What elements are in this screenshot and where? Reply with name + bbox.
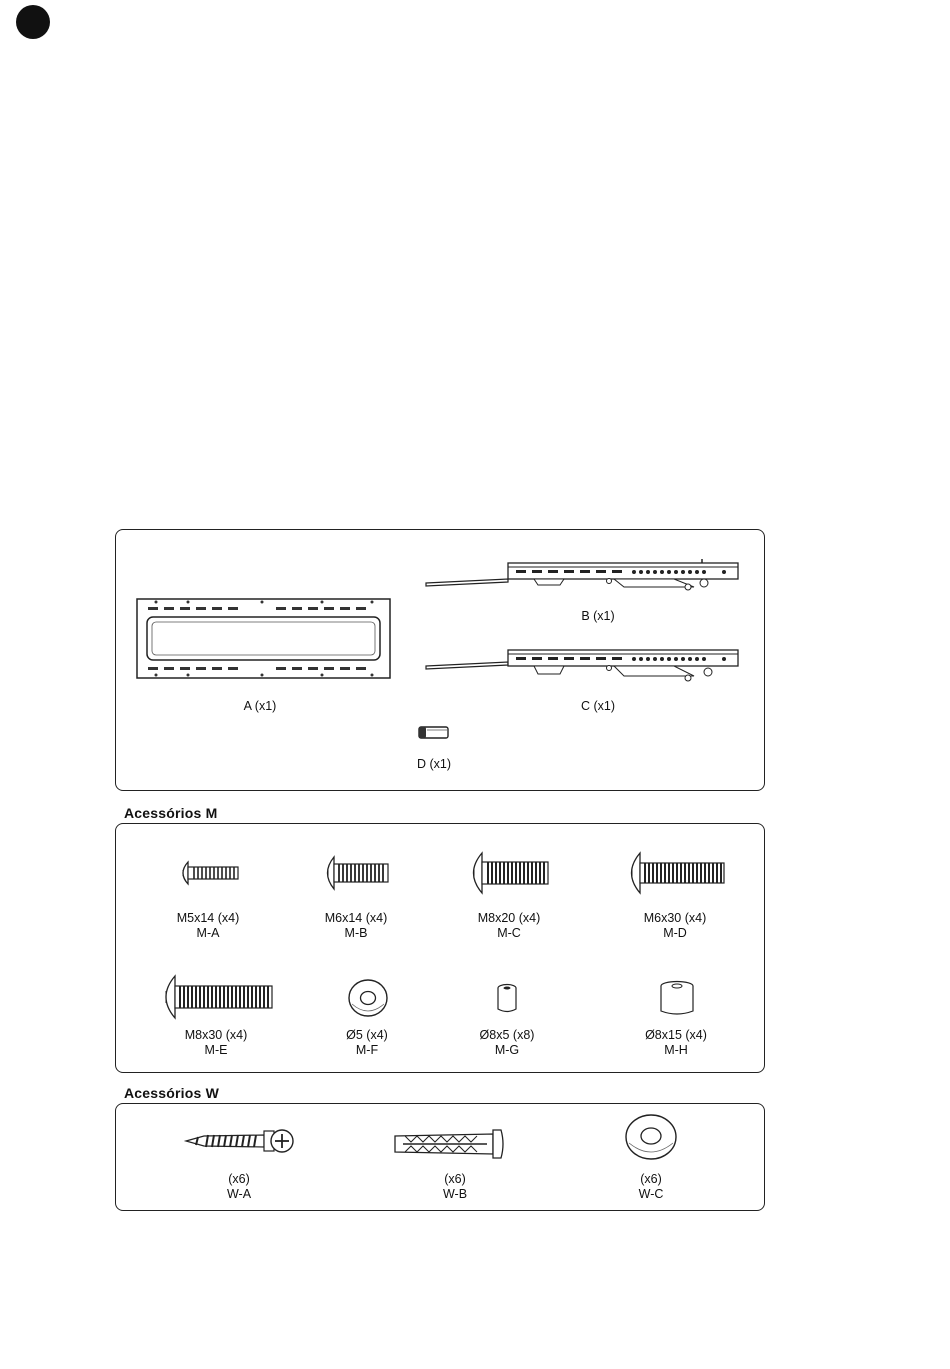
part-b-label: B (x1): [581, 609, 615, 623]
m-a-caption: [177, 911, 240, 941]
spacer-m-h-icon: [658, 980, 696, 1018]
washer-w-c-icon: [624, 1113, 678, 1161]
m-d-caption: [644, 911, 707, 941]
spacer-m-g-icon: [496, 983, 518, 1015]
part-d-label: D (x1): [416, 757, 452, 771]
part-a-label: A (x1): [243, 699, 277, 713]
w-c-code: W-C: [638, 1187, 664, 1201]
m-f-caption: [346, 1028, 388, 1058]
m-g-code: M-G: [494, 1043, 520, 1057]
m-h-caption: [645, 1028, 707, 1058]
w-a-caption: [227, 1172, 251, 1202]
bolt-m-a-icon: [176, 858, 240, 888]
w-b-size: (x6): [444, 1172, 466, 1186]
part-c-label: C (x1): [580, 699, 616, 713]
arm-bracket-c-illustration: [424, 648, 742, 684]
m-d-code: M-D: [663, 926, 687, 940]
m-d-size: M6x30 (x4): [643, 911, 707, 925]
bolt-m-d-icon: [622, 851, 726, 895]
washer-m-f-icon: [347, 978, 389, 1018]
m-h-size: Ø8x15 (x4): [645, 1028, 707, 1042]
m-e-code: M-E: [204, 1043, 228, 1057]
m-c-size: M8x20 (x4): [477, 911, 541, 925]
m-g-caption: [480, 1028, 535, 1058]
m-b-code: M-B: [344, 926, 368, 940]
wall-plate-a-illustration: [136, 598, 392, 680]
arm-bracket-b-illustration: [424, 557, 742, 593]
w-c-caption: [639, 1172, 664, 1202]
accessories-m-heading: Acessórios M: [124, 805, 218, 821]
w-c-size: (x6): [640, 1172, 662, 1186]
m-e-size: M8x30 (x4): [184, 1028, 248, 1042]
bolt-m-b-icon: [320, 854, 390, 892]
m-f-code: M-F: [355, 1043, 379, 1057]
m-c-code: M-C: [497, 926, 521, 940]
m-c-caption: [478, 911, 541, 941]
m-a-size: M5x14 (x4): [176, 911, 240, 925]
step-marker-dot: [16, 5, 50, 39]
m-a-code: M-A: [196, 926, 220, 940]
m-b-caption: [325, 911, 388, 941]
wall-anchor-w-b-icon: [393, 1126, 509, 1162]
m-e-caption: [185, 1028, 248, 1058]
spacer-d-illustration: [417, 725, 451, 741]
bolt-m-e-icon: [156, 974, 274, 1020]
m-h-code: M-H: [664, 1043, 688, 1057]
m-f-size: Ø5 (x4): [346, 1028, 388, 1042]
m-b-size: M6x14 (x4): [324, 911, 388, 925]
w-a-size: (x6): [228, 1172, 250, 1186]
w-b-caption: [443, 1172, 467, 1202]
bolt-m-c-icon: [464, 851, 550, 895]
accessories-w-heading: Acessórios W: [124, 1085, 219, 1101]
m-g-size: Ø8x5 (x8): [479, 1028, 535, 1042]
w-b-code: W-B: [442, 1187, 468, 1201]
lag-screw-w-a-icon: [184, 1124, 296, 1158]
w-a-code: W-A: [226, 1187, 252, 1201]
